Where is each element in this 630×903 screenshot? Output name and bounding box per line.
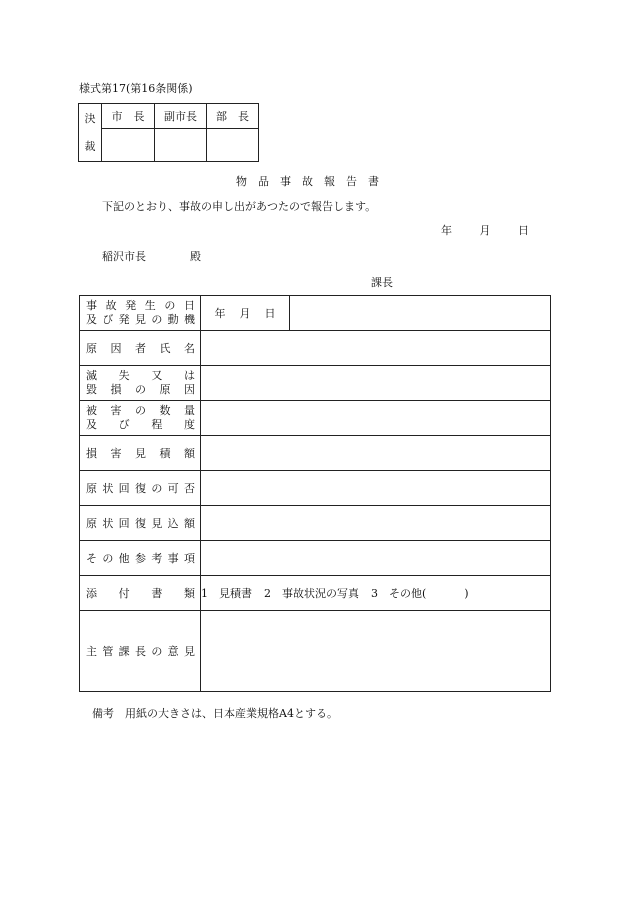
label-attachments: 添 付 書 類 — [80, 576, 201, 611]
field-estimate[interactable] — [201, 436, 551, 471]
addressee-name: 稲沢市長 — [102, 250, 146, 263]
label-occurrence — [80, 296, 201, 331]
report-table — [79, 295, 551, 692]
document-title: 物品事故報告書 — [236, 175, 390, 188]
field-restore-possible[interactable] — [201, 471, 551, 506]
report-date[interactable] — [441, 222, 529, 238]
label-other: そ の 他 参 考 事 項 — [80, 541, 201, 576]
label-opinion: 主 管 課 長 の 意 見 — [80, 611, 201, 692]
row-attachments — [80, 576, 551, 611]
label-restore-cost: 原 状 回 復 見 込 額 — [80, 506, 201, 541]
approval-header-director: 部 長 — [207, 104, 259, 129]
field-restore-cost[interactable] — [201, 506, 551, 541]
label-occurrence-line2: 及 び 発 見 の 動 機 — [86, 313, 195, 326]
row-other — [80, 541, 551, 576]
label-restore-possible: 原 状 回 復 の 可 否 — [80, 471, 201, 506]
label-estimate: 損 害 見 積 額 — [80, 436, 201, 471]
label-occurrence-line1: 事 故 発 生 の 日 — [86, 299, 195, 312]
attachment-item-other: 3 その他( — [371, 587, 427, 600]
intro-text: 下記のとおり、事故の申し出があつたので報告します。 — [102, 200, 377, 213]
field-occurrence[interactable] — [201, 296, 551, 331]
row-estimate — [80, 436, 551, 471]
label-loss-reason: 滅 失 又 は 毀 損 の 原 因 — [80, 366, 201, 401]
date-year: 年 — [441, 224, 452, 237]
approval-side-label-1: 決 — [84, 111, 96, 125]
row-loss-reason — [80, 366, 551, 401]
row-damage — [80, 401, 551, 436]
field-occurrence-date[interactable]: 年 月 日 — [201, 296, 290, 330]
attachment-item-photos: 2 事故状況の写真 — [264, 587, 359, 600]
date-day: 日 — [518, 224, 529, 237]
field-cause-person[interactable] — [201, 331, 551, 366]
approval-header-mayor: 市 長 — [102, 104, 155, 129]
field-loss-reason[interactable] — [201, 366, 551, 401]
remark: 備考 用紙の大きさは、日本産業規格A4とする。 — [92, 707, 338, 720]
form-number: 様式第17(第16条関係) — [79, 82, 193, 95]
row-restore-possible — [80, 471, 551, 506]
approval-seal-mayor[interactable] — [102, 129, 155, 162]
row-cause-person — [80, 331, 551, 366]
field-other[interactable] — [201, 541, 551, 576]
label-damage: 被 害 の 数 量 及 び 程 度 — [80, 401, 201, 436]
approval-header-deputy-mayor: 副市長 — [155, 104, 207, 129]
date-month: 月 — [479, 224, 491, 237]
field-occurrence-motive[interactable] — [290, 296, 550, 330]
row-restore-cost — [80, 506, 551, 541]
department-head-label: 課長 — [371, 276, 393, 289]
addressee — [102, 248, 201, 264]
attachment-close-paren: ) — [464, 587, 469, 600]
field-damage[interactable] — [201, 401, 551, 436]
approval-box — [78, 103, 259, 162]
approval-seal-deputy-mayor[interactable] — [155, 129, 207, 162]
row-opinion — [80, 611, 551, 692]
row-occurrence — [80, 296, 551, 331]
approval-side-label — [79, 104, 102, 162]
approval-side-label-2: 裁 — [84, 139, 96, 153]
field-attachments[interactable] — [201, 576, 551, 611]
label-cause-person: 原 因 者 氏 名 — [80, 331, 201, 366]
addressee-honorific: 殿 — [190, 250, 201, 263]
field-opinion[interactable] — [201, 611, 551, 692]
attachment-item-estimate: 1 見積書 — [201, 587, 252, 600]
approval-seal-director[interactable] — [207, 129, 259, 162]
